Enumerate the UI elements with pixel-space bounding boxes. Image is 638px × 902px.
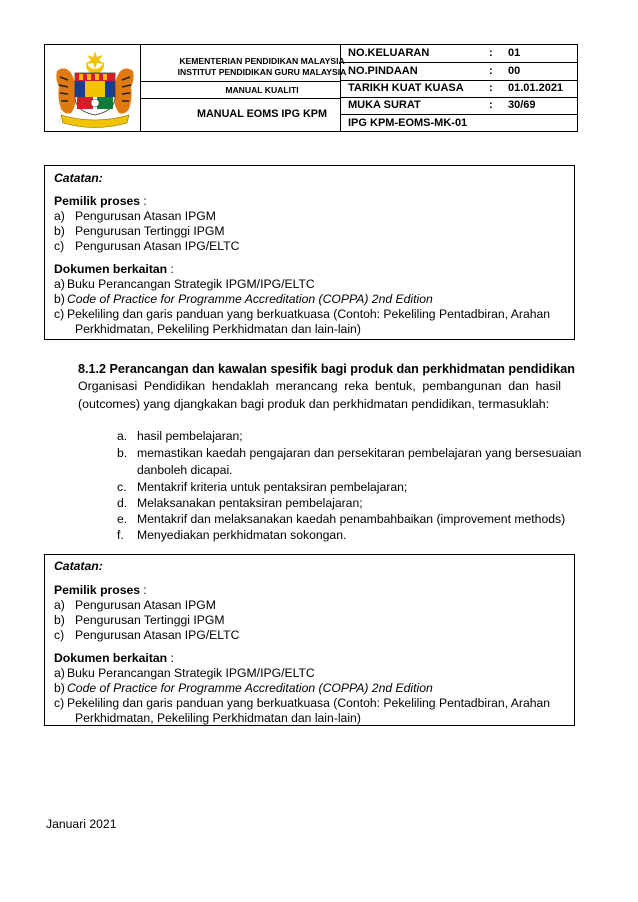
note-box-1 [44,165,575,340]
meta-label-no-pindaan: NO.PINDAAN [348,65,418,77]
list-item: b) Code of Practice for Programme Accreditation (COPPA) 2nd Edition [54,292,433,306]
list-item: a) Pengurusan Atasan IPGM [54,598,216,612]
meta-colon: : [489,47,493,59]
meta-value-muka-surat: 30/69 [508,99,536,111]
owner-heading: Pemilik proses : [54,194,147,208]
meta-colon: : [489,65,493,77]
list-item: b) Pengurusan Tertinggi IPGM [54,613,225,627]
list-item: b) Pengurusan Tertinggi IPGM [54,224,225,238]
section-intro: Organisasi Pendidikan hendaklah merancang reka bentuk, pembangunan dan hasil (outcomes) yang djangkakan bagi produk dan perkhidmatan pendidikan, termasuklah: [78,379,561,411]
meta-colon: : [489,82,493,94]
meta-label-tarikh-kuat-kuasa: TARIKH KUAT KUASA [348,82,464,94]
list-item: c) Pekeliling dan garis panduan yang berkuatkuasa (Contoh: Pekeliling Pentadbiran, Arahan [54,307,551,321]
list-item: c) Pengurusan Atasan IPG/ELTC [54,239,240,253]
list-item: c) Pengurusan Atasan IPG/ELTC [54,628,240,642]
institute-name: INSTITUT PENDIDIKAN GURU MALAYSIA [177,67,347,77]
ministry-name: KEMENTERIAN PENDIDIKAN MALAYSIA [179,56,345,66]
meta-label-no-keluaran: NO.KELUARAN [348,47,430,59]
meta-value-no-keluaran: 01 [508,47,521,59]
list-item-continuation: Perkhidmatan, Pekeliling Perkhidmatan dan lain-lain) [75,711,361,725]
docs-heading: Dokumen berkaitan : [54,651,174,665]
note-title: Catatan: [54,171,103,185]
note-box-2 [44,554,575,726]
list-item-continuation: Perkhidmatan, Pekeliling Perkhidmatan dan lain-lain) [75,322,361,336]
document-code: IPG KPM-EOMS-MK-01 [348,117,468,129]
manual-quality-label: MANUAL KUALITI [225,85,299,95]
meta-colon: : [489,99,493,111]
meta-value-tarikh-kuat-kuasa: 01.01.2021 [508,82,564,94]
list-item: a) Buku Perancangan Strategik IPGM/IPG/ELTC [54,666,315,680]
footer-date: Januari 2021 [46,817,117,831]
note-title: Catatan: [54,559,103,573]
list-item: c) Pekeliling dan garis panduan yang berkuatkuasa (Contoh: Pekeliling Pentadbiran, Arahan [54,696,551,710]
malaysia-coat-of-arms-icon [51,49,139,129]
meta-value-no-pindaan: 00 [508,65,521,77]
meta-label-muka-surat: MUKA SURAT [348,99,421,111]
docs-heading: Dokumen berkaitan : [54,262,174,276]
manual-title: MANUAL EOMS IPG KPM [197,108,327,120]
document-header-table [44,44,578,132]
list-item: b) Code of Practice for Programme Accreditation (COPPA) 2nd Edition [54,681,433,695]
list-item: a) Pengurusan Atasan IPGM [54,209,216,223]
owner-heading: Pemilik proses : [54,583,147,597]
list-item: a) Buku Perancangan Strategik IPGM/IPG/ELTC [54,277,315,291]
section-title: 8.1.2 Perancangan dan kawalan spesifik bagi produk dan perkhidmatan pendidikan [78,362,575,376]
